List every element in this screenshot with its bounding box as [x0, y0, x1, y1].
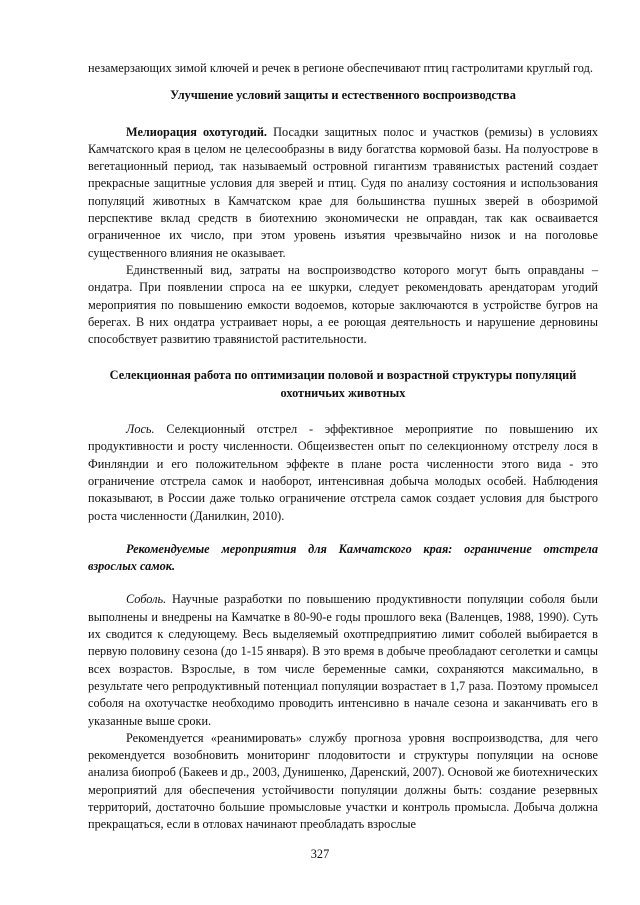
melioration-text: Посадки защитных полос и участков (ремизы) в условиях Камчатского края в целом не целесообразны в виду богатства кормовой базы. На полуострове в вегетационный период, так называемый островной гигантизм травянистых растений создает прекрасные защитные условия для зверей и птиц. Судя по анализу состояния и использования популяций животных в Камчатском крае для большинства пушных зверей в обозримой перспективе вклад средств в биотехнию экономически не оправдан, так как осваивается ограниченное их число, при этом уровень изъятия чрезвычайно низок и на поголовье существенного влияния не оказывает.	[88, 124, 598, 260]
sable-text: Научные разработки по повышению продуктивности популяции соболя были выполнены и внедрены на Камчатке в 80-90-е годы прошлого века (Валенцев, 1988, 1990). Суть их сводится к следующему. Весь выделяемый охотпредприятию лимит соболей выбирается в первую половину сезона (до 1-15 января). В это время в добыче преобладают сеголетки и самцы всех возрастов. Взрослые, в том числе беременные самки, сохраняются максимально, в результате чего репродуктивный потенциал популяции возрастает в 1,7 раза. Поэтому промысел соболя на охотучастке необходимо проводить интенсивно в начале сезона и заканчивать его в указанные выше сроки.	[88, 592, 598, 728]
intro-paragraph: незамерзающих зимой ключей и речек в регионе обеспечивают птиц гастролитами круглый год.	[88, 61, 593, 75]
recommended-heading: Рекомендуемые мероприятия для Камчатского края: ограничение отстрела взрослых самок.	[88, 541, 598, 574]
melioration-paragraph	[88, 124, 598, 262]
muskrat-paragraph: Единственный вид, затраты на воспроизводство которого могут быть оправданы – ондатра. При появлении спроса на ее шкурки, следует рекомендовать арендаторам угодий мероприятия по повышению емкости водоемов, которые заключаются в устройстве бугров на берегах. В них ондатра устраивает норы, а ее роющая деятельность и нарушение дерновины способствует развитию травянистой растительности.	[88, 262, 598, 347]
sable-lead: Соболь.	[126, 592, 167, 607]
melioration-lead: Мелиорация охотугодий.	[126, 124, 268, 139]
monitoring-paragraph: Рекомендуется «реанимировать» службу прогноза уровня воспроизводства, для чего рекомендуется возобновить мониторинг плодовитости и структуры популяции на основе анализа биопроб (Бакеев и др., 2003, Дунишенко, Даренский, 2007). Основой же биотехнических мероприятий для обеспечения устойчивости популяции должны быть: создание резервных территорий, достаточно большие промысловые участки и контроль промысла. Добыча должна прекращаться, если в отловах начинают преобладать взрослые	[88, 730, 598, 832]
moose-text: Селекционный отстрел - эффективное мероприятие по повышению их продуктивности и росту численности. Общеизвестен опыт по селекционному отстрелу лося в Финляндии и его положительном эффекте в плане роста численности этого вида - это ограничение отстрела самок и наоборот, интенсивная добыча молодых особей. Наблюдения показывают, в России даже только ограничение отстрела самок создает условия для быстрого роста численности (Данилкин, 2010).	[88, 422, 598, 523]
page-number: 327	[310, 847, 330, 861]
moose-lead: Лось.	[126, 422, 155, 437]
moose-paragraph	[88, 421, 598, 525]
sable-paragraph	[88, 591, 598, 729]
heading-conditions: Улучшение условий защиты и естественного воспроизводства	[170, 88, 516, 103]
document-page	[88, 60, 598, 834]
heading-selection: Селекционная работа по оптимизации половой и возрастной структуры популяций охотничьих животных	[109, 368, 577, 400]
